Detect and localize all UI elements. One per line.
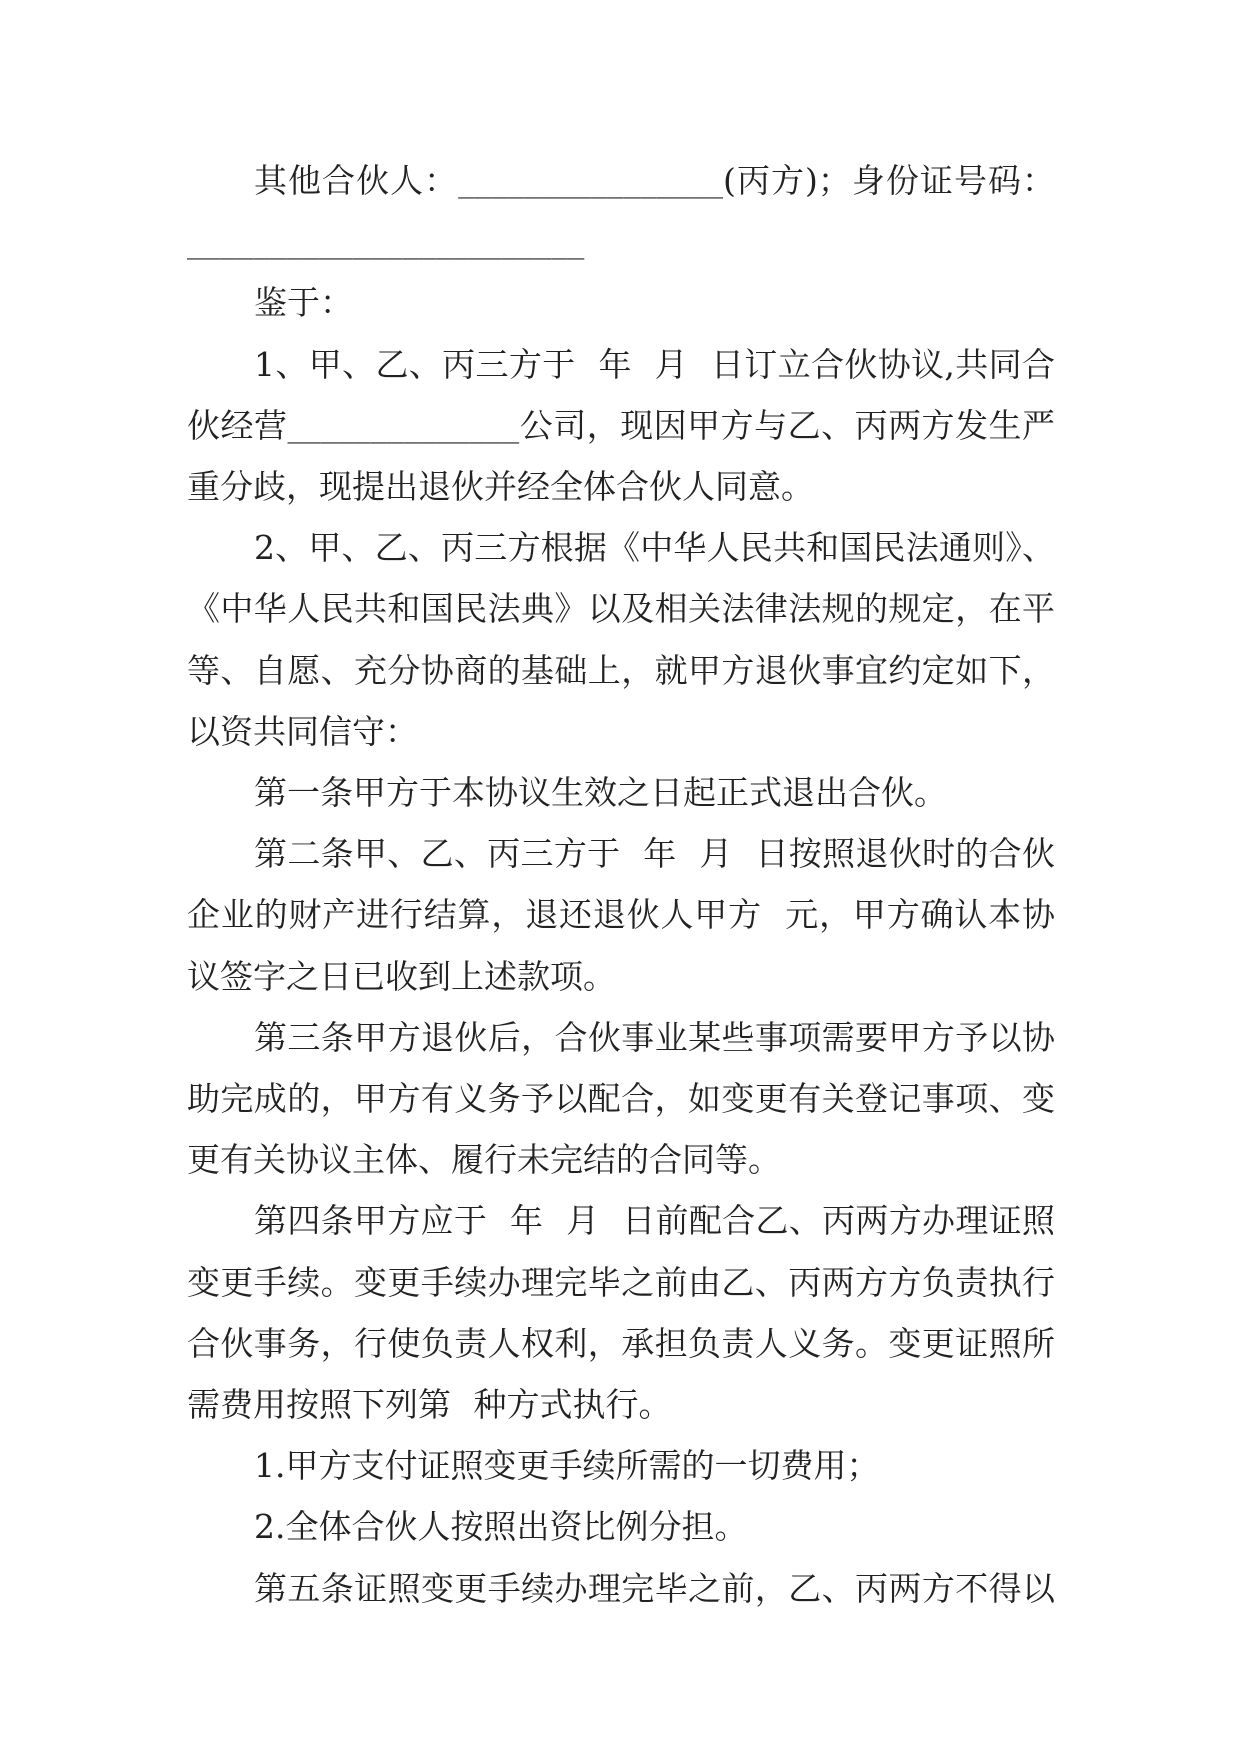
article-4-option-1: 1.甲方支付证照变更手续所需的一切费用； — [254, 1446, 880, 1486]
recital-1-line-2-suffix: 公司，现因甲方与乙、丙两方发生严 — [519, 405, 1055, 445]
article-4-line-1: 第四条甲方应于 年 月 日前配合乙、丙两方办理证照 — [254, 1201, 1055, 1241]
other-partner-id-label: (丙方)；身份证号码： — [723, 161, 1056, 200]
article-2-line-2: 企业的财产进行结算，退还退伙人甲方 元，甲方确认本协 — [187, 895, 1055, 935]
recital-2-line-1: 2、甲、乙、丙三方根据《中华人民共和国民法通则》、 — [254, 528, 1055, 568]
article-1-line-1: 第一条甲方于本协议生效之日起正式退出合伙。 — [254, 773, 947, 812]
article-5-line-1: 第五条证照变更手续办理完毕之前，乙、丙两方不得以 — [254, 1568, 1055, 1608]
article-4-line-4: 需费用按照下列第 种方式执行。 — [187, 1385, 672, 1424]
id-number-line — [187, 222, 584, 262]
article-4-line-3: 合伙事务，行使负责人权利，承担负责人义务。变更证照所 — [187, 1323, 1055, 1363]
article-3-line-3: 更有关协议主体、履行未完结的合同等。 — [187, 1140, 781, 1180]
recital-1-line-1: 1、甲、乙、丙三方于 年 月 日订立合伙协议,共同合 — [254, 344, 1055, 384]
recitals-heading: 鉴于： — [254, 283, 353, 323]
article-2-line-1: 第二条甲、乙、丙三方于 年 月 日按照退伙时的合伙 — [254, 834, 1055, 874]
id-number-blank: ________________________ — [187, 228, 585, 261]
article-3-line-2: 助完成的，甲方有义务予以配合，如变更有关登记事项、变 — [187, 1079, 1055, 1118]
company-name-blank: ______________ — [287, 411, 520, 444]
recital-1-line-3: 重分歧，现提出退伙并经全体合伙人同意。 — [187, 467, 814, 506]
recital-2-line-3: 等、自愿、充分协商的基础上，就甲方退伙事宜约定如下， — [187, 650, 1055, 690]
recital-1-line-2 — [187, 406, 1055, 446]
article-4-line-2: 变更手续。变更手续办理完毕之前由乙、丙两方方负责执行 — [187, 1262, 1055, 1302]
article-4-option-2: 2.全体合伙人按照出资比例分担。 — [254, 1507, 748, 1547]
article-2-line-3: 议签字之日已收到上述款项。 — [187, 956, 616, 996]
recital-1-line-2-prefix: 伙经营 — [187, 405, 288, 445]
recital-2-line-2: 《中华人民共和国民法典》以及相关法律法规的规定，在平 — [187, 589, 1055, 629]
other-partner-name-blank: ________________ — [458, 167, 724, 199]
recital-2-line-4: 以资共同信守： — [187, 711, 418, 751]
other-partner-line — [254, 161, 1055, 201]
other-partner-label: 其他合伙人： — [254, 161, 459, 200]
article-3-line-1: 第三条甲方退伙后，合伙事业某些事项需要甲方予以协 — [254, 1017, 1055, 1057]
